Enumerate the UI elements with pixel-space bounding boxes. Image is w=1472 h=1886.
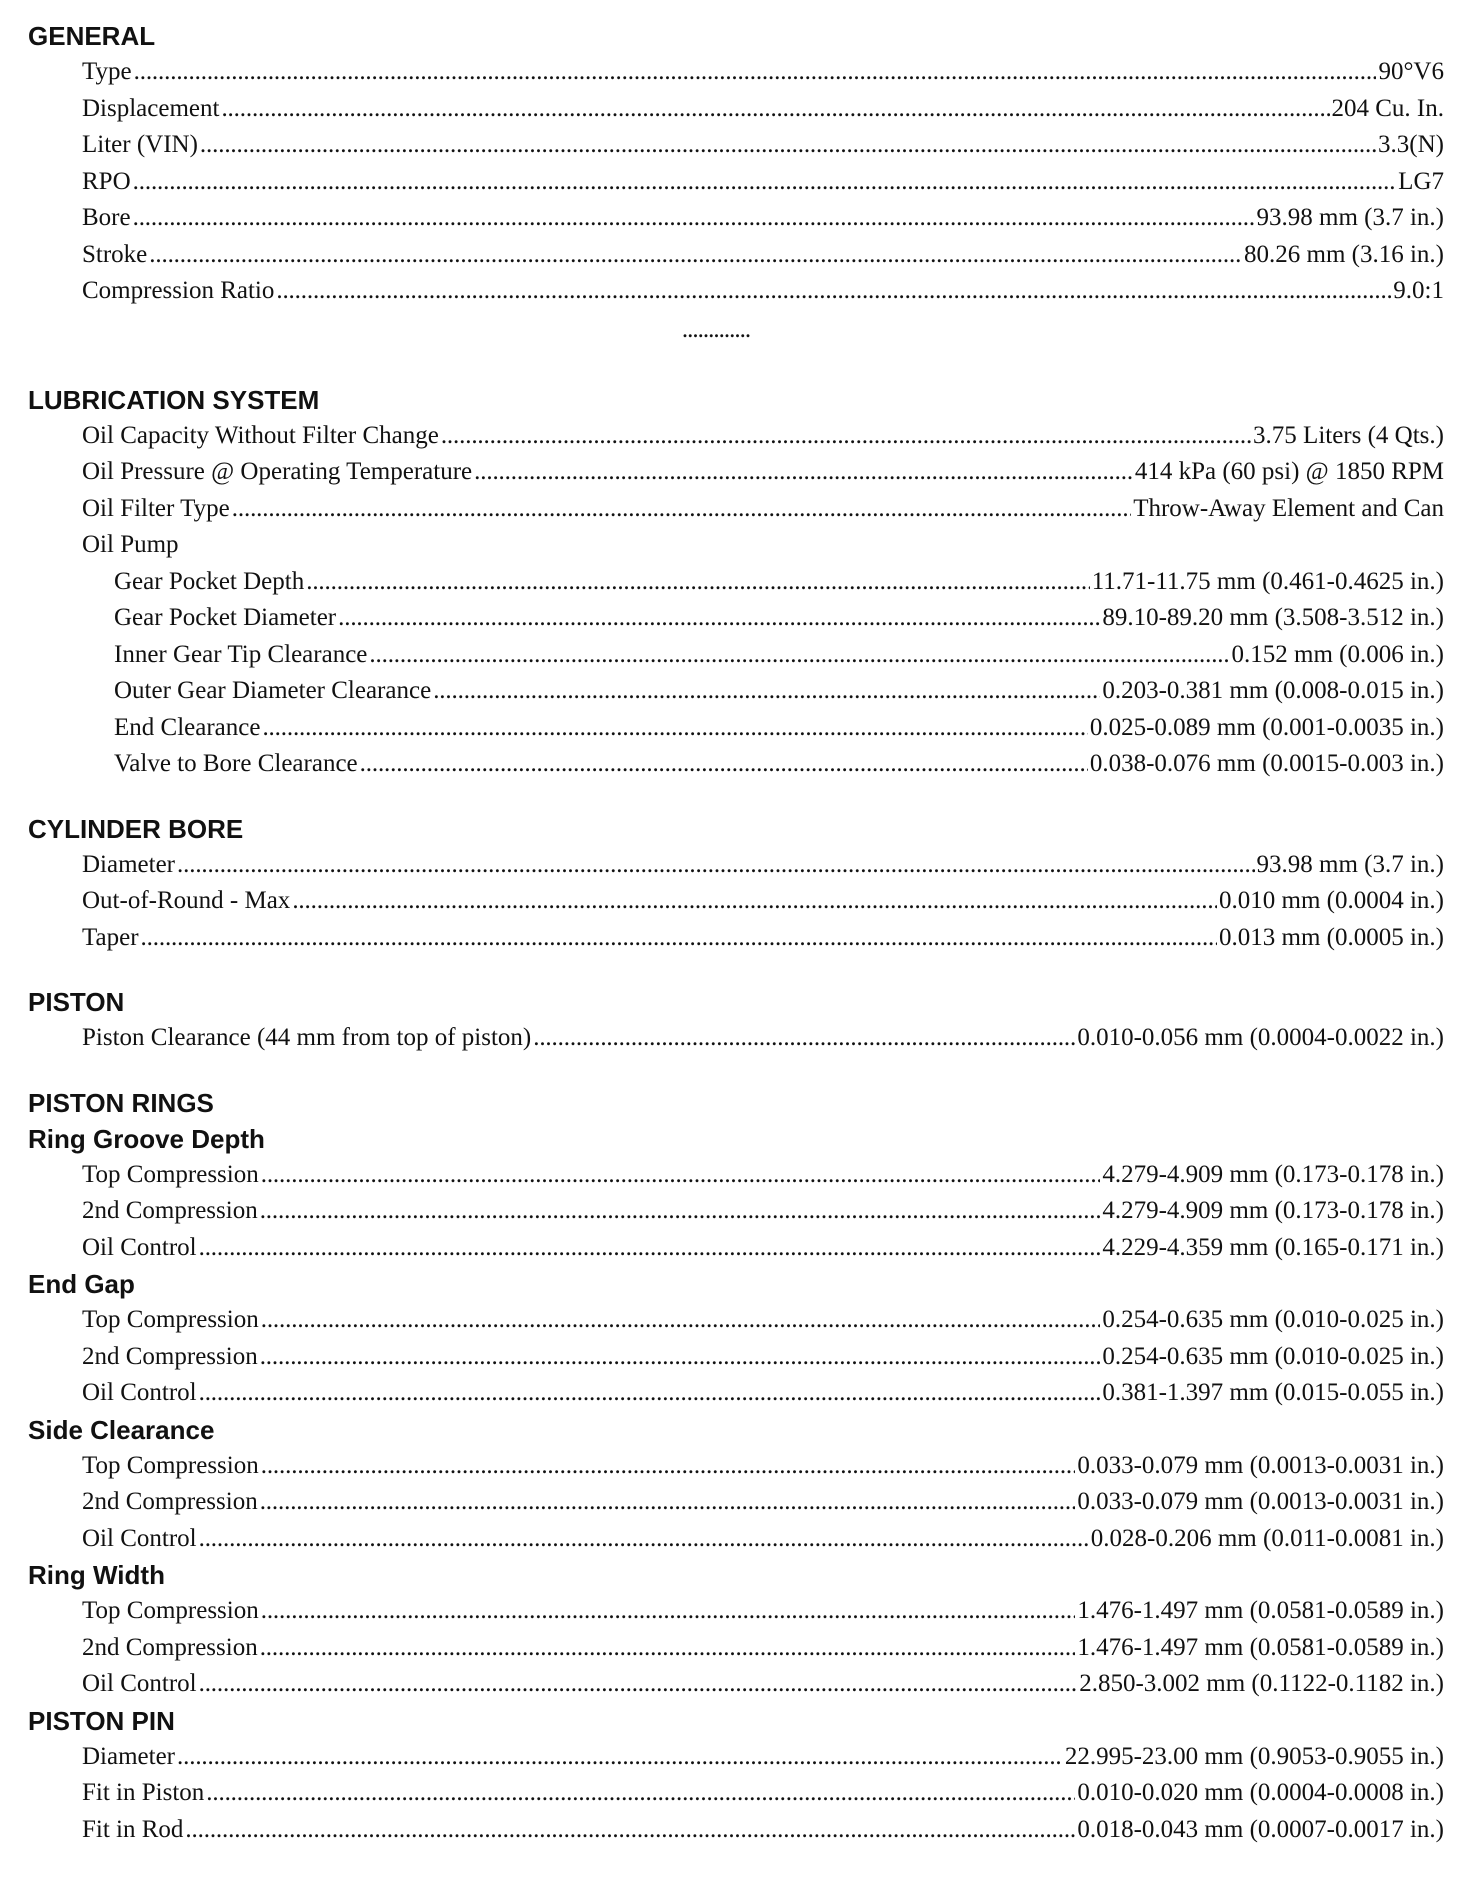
spec-label: Oil Pressure @ Operating Temperature [82,458,473,485]
spec-value: 4.229-4.359 mm (0.165-0.171 in.) [1102,1233,1444,1261]
spec-label: Type [82,58,132,85]
spec-value: 0.254-0.635 mm (0.010-0.025 in.) [1102,1342,1444,1370]
spec-label: Oil Control [82,1233,197,1261]
dot-leader [199,1230,1101,1267]
spec-value: 0.010-0.056 mm (0.0004-0.0022 in.) [1077,1024,1444,1051]
spec-row [28,600,1444,637]
spec-row [28,237,1444,274]
section-separator: ............. [681,315,751,343]
subsection-heading: End Gap [28,1269,135,1299]
spec-value: 0.025-0.089 mm (0.001-0.0035 in.) [1089,713,1444,741]
spec-label: Valve to Bore Clearance [114,750,358,777]
spec-document [28,18,1444,1848]
dot-leader [276,273,1391,310]
spec-value: 89.10-89.20 mm (3.508-3.512 in.) [1102,604,1444,631]
spec-label: Diameter [82,1742,176,1770]
section-heading: PISTON RINGS [28,1087,214,1118]
spec-row [28,273,1444,310]
spec-row [28,1302,1444,1339]
spec-value: 2.850-3.002 mm (0.1122-0.1182 in.) [1079,1670,1444,1697]
spec-label: Oil Pump [82,531,179,558]
spec-value: 3.3(N) [1378,131,1444,158]
spec-value: 80.26 mm (3.16 in.) [1244,240,1444,268]
spec-label: Inner Gear Tip Clearance [114,640,368,668]
spec-label: Oil Control [82,1379,197,1406]
dot-leader [433,673,1100,710]
spec-row [28,454,1444,491]
spacer [28,1057,1444,1085]
spacer [28,956,1444,984]
subsection-heading: Ring Groove Depth [28,1123,265,1154]
spec-row [28,200,1444,237]
subsection-end-gap [28,1266,1444,1412]
spec-row [28,1521,1444,1558]
spec-row [28,746,1444,783]
subsection-ring-groove-depth [28,1121,1444,1267]
spec-value: 93.98 mm (3.7 in.) [1256,204,1444,231]
spec-label: Oil Control [82,1524,197,1552]
dot-leader [232,491,1131,528]
spec-value: 4.279-4.909 mm (0.173-0.178 in.) [1102,1197,1444,1224]
dot-leader [260,1193,1101,1230]
subsection-heading: Side Clearance [28,1414,215,1445]
spec-value: 0.038-0.076 mm (0.0015-0.003 in.) [1089,750,1444,777]
spec-label: RPO [82,167,131,195]
dot-leader [199,1666,1078,1703]
spec-row [28,1812,1444,1849]
section-cylinder-bore [28,811,1444,957]
section-piston-rings [28,1085,1444,1121]
dot-leader [441,418,1251,455]
spec-row [28,54,1444,91]
spec-label: Stroke [82,240,148,268]
dot-leader [261,1593,1076,1630]
spec-value: 0.033-0.079 mm (0.0013-0.0031 in.) [1077,1451,1444,1479]
section-piston-pin [28,1703,1444,1849]
dot-leader [134,54,1377,91]
spec-label: End Clearance [114,713,261,741]
dot-leader [360,746,1088,783]
section-heading: PISTON [28,987,125,1017]
dot-leader [185,1812,1075,1849]
spec-row [28,1157,1444,1194]
spec-value: 204 Cu. In. [1331,94,1444,122]
spec-value: 0.254-0.635 mm (0.010-0.025 in.) [1102,1306,1444,1333]
spec-row [28,1593,1444,1630]
spec-value: 11.71-11.75 mm (0.461-0.4625 in.) [1091,567,1444,595]
spec-row [28,127,1444,164]
spec-label: Bore [82,204,131,231]
spec-label: Diameter [82,850,176,878]
spec-value: 90°V6 [1378,58,1444,85]
spec-value: 0.033-0.079 mm (0.0013-0.0031 in.) [1077,1488,1444,1515]
subsection-ring-width [28,1557,1444,1703]
dot-leader [533,1020,1075,1057]
section-heading: LUBRICATION SYSTEM [28,384,320,415]
spec-row [28,564,1444,601]
dot-leader [261,1448,1076,1485]
spec-label: Gear Pocket Diameter [114,604,337,631]
spec-value: 3.75 Liters (4 Qts.) [1253,421,1444,449]
spec-value: 0.381-1.397 mm (0.015-0.055 in.) [1102,1379,1444,1406]
dot-leader [262,710,1087,747]
spec-row [28,920,1444,957]
spec-value: 4.279-4.909 mm (0.173-0.178 in.) [1102,1160,1444,1188]
spec-value: 0.203-0.381 mm (0.008-0.015 in.) [1102,677,1444,704]
spec-value: 0.028-0.206 mm (0.011-0.0081 in.) [1090,1524,1444,1552]
section-heading: PISTON PIN [28,1705,175,1736]
spec-label: 2nd Compression [82,1633,258,1661]
spec-value: 9.0:1 [1393,277,1444,304]
spec-label: Top Compression [82,1306,259,1333]
spec-value: 0.152 mm (0.006 in.) [1231,640,1444,668]
spacer [28,354,1444,382]
dot-leader [221,91,1329,128]
spec-row [28,1630,1444,1667]
spec-row [28,673,1444,710]
spec-label: Oil Filter Type [82,494,230,522]
spec-label: Taper [82,923,139,951]
spec-row [28,1193,1444,1230]
dot-leader [200,127,1376,164]
spec-label: Piston Clearance (44 mm from top of piston) [82,1024,532,1051]
spec-label: 2nd Compression [82,1342,258,1370]
spec-value: LG7 [1398,167,1444,195]
spec-row [28,1375,1444,1412]
spec-label: Oil Capacity Without Filter Change [82,421,439,449]
spec-label: Liter (VIN) [82,131,198,158]
spec-label: 2nd Compression [82,1488,258,1515]
section-lubrication [28,382,1444,783]
spec-row [28,1448,1444,1485]
dot-leader [369,637,1229,674]
dot-leader [260,1484,1076,1521]
spec-row [28,91,1444,128]
spec-row [28,637,1444,674]
spec-label: Displacement [82,94,220,122]
spec-row [28,1339,1444,1376]
spec-label: Outer Gear Diameter Clearance [114,677,432,704]
spec-row [28,1020,1444,1057]
spec-row [28,1230,1444,1267]
spec-row [28,847,1444,884]
spacer [28,783,1444,811]
dot-leader [199,1521,1089,1558]
spec-label: Fit in Rod [82,1815,184,1843]
dot-leader [177,847,1254,884]
spec-label: Gear Pocket Depth [114,567,305,595]
spec-value: 1.476-1.497 mm (0.0581-0.0589 in.) [1077,1597,1444,1624]
dot-leader [306,564,1089,601]
section-piston [28,984,1444,1057]
spec-value: 0.010 mm (0.0004 in.) [1219,887,1444,914]
dot-leader [261,1157,1101,1194]
dot-leader [474,454,1133,491]
dot-leader [338,600,1100,637]
dot-leader [133,200,1255,237]
spec-label: Oil Control [82,1670,197,1697]
spec-value: 414 kPa (60 psi) @ 1850 RPM [1134,458,1444,485]
spec-value: 93.98 mm (3.7 in.) [1256,850,1444,878]
section-heading: CYLINDER BORE [28,813,244,844]
spec-row [28,527,1444,564]
spec-row [28,418,1444,455]
subsection-heading: Ring Width [28,1560,165,1590]
section-heading: GENERAL [28,21,156,51]
dot-leader [260,1630,1076,1667]
subsection-side-clearance [28,1412,1444,1558]
spec-row [28,883,1444,920]
dot-leader [261,1302,1101,1339]
spec-row [28,164,1444,201]
dot-leader [199,1375,1101,1412]
spec-row [28,710,1444,747]
spec-label: Top Compression [82,1597,259,1624]
dot-leader [177,1739,1063,1776]
spec-row [28,1484,1444,1521]
dot-leader [149,237,1242,274]
spec-value: 22.995-23.00 mm (0.9053-0.9055 in.) [1064,1742,1444,1770]
spec-value: Throw-Away Element and Can [1133,494,1444,522]
spec-label: Top Compression [82,1160,259,1188]
spec-row [28,1739,1444,1776]
spec-row [28,1775,1444,1812]
dot-leader [141,920,1217,957]
dot-leader [260,1339,1101,1376]
dot-leader [133,164,1397,201]
spec-label: Fit in Piston [82,1779,205,1806]
spec-value: 0.010-0.020 mm (0.0004-0.0008 in.) [1077,1779,1444,1806]
spec-row [28,491,1444,528]
spec-row [28,1666,1444,1703]
spec-label: 2nd Compression [82,1197,258,1224]
spec-label: Top Compression [82,1451,259,1479]
spec-label: Out-of-Round - Max [82,887,291,914]
section-general [28,18,1444,354]
dot-leader [206,1775,1075,1812]
spec-label: Compression Ratio [82,277,275,304]
spec-value: 1.476-1.497 mm (0.0581-0.0589 in.) [1077,1633,1444,1661]
dot-leader [292,883,1217,920]
spec-value: 0.018-0.043 mm (0.0007-0.0017 in.) [1077,1815,1444,1843]
spec-value: 0.013 mm (0.0005 in.) [1219,923,1444,951]
